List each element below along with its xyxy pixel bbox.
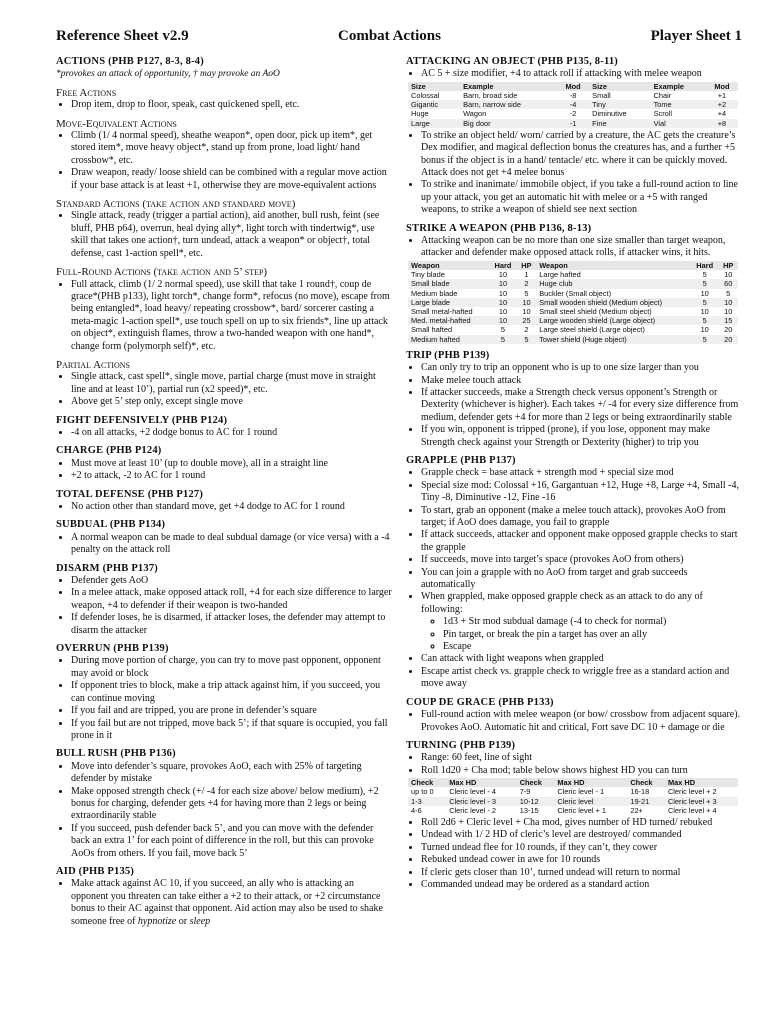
list-item: • To strike and inanimate/ immobile object, if you take a full-round action to line up your attack, you get an automatic hit with melee or a +5 with ranged weapons, to strike a weapon of shield see next section [421, 179, 744, 216]
table-cell: Barn, narrow side [460, 100, 557, 109]
object-size-table [408, 82, 738, 128]
table-cell: Large blade [408, 298, 489, 307]
section-heading-turning: TURNING (PHB P139) [406, 739, 516, 751]
section-heading-overrun: OVERRUN (PHB P139) [56, 643, 169, 655]
table-cell: 60 [718, 279, 738, 288]
table-header: Weapon [408, 261, 489, 270]
turning-list [406, 752, 744, 777]
table-cell: Large hafted [539, 270, 581, 280]
table-row [408, 307, 738, 316]
aid-list [56, 878, 392, 928]
list-item: • -4 on all attacks, +2 dodge bonus to AC for 1 round [71, 427, 392, 439]
table-cell: 10-12 [517, 797, 555, 806]
table-cell: Cleric level - 4 [449, 787, 497, 797]
list-item: • Must move at least 10’ (up to double move), all in a straight line [71, 458, 392, 470]
table-cell: 13-15 [519, 805, 539, 815]
table-header: Hard [691, 261, 718, 270]
table-cell: Huge club [536, 279, 691, 288]
table-header: HP [517, 261, 537, 270]
list-item: • Full-round action with melee weapon (or bow/ crossbow from adjacent square). Provokes AoO. Automatic hit and critical, Fort save DC 10 + damage or die [421, 709, 744, 734]
table-row [408, 797, 738, 806]
list-item: • If you succeed, push defender back 5’, and you can move with the defender back an extra 1’ for each point of difference in the roll, but this can provoke AoOs from others. If you fail, move back 5’ [71, 823, 392, 860]
list-item: • Defender gets AoO [71, 575, 392, 587]
attacking-object-list-2 [406, 130, 744, 217]
table-cell: Medium hafted [408, 335, 489, 344]
table-cell: 2 [524, 325, 529, 335]
bull-rush-list [56, 761, 392, 860]
table-cell: 5 [524, 288, 529, 298]
list-item: • If succeeds, move into target’s space (provokes AoO from others) [421, 554, 744, 566]
list-item: • To start, grab an opponent (make a melee touch attack), provokes AoO from target; if AoO does damage, you fail to grapple [421, 505, 744, 530]
table-header: Check [627, 778, 665, 787]
table-cell: -4 [557, 100, 589, 109]
section-heading-move-equivalent: Move-Equivalent Actions [56, 117, 177, 130]
free-actions-list [56, 99, 392, 111]
move-equivalent-list [56, 130, 392, 192]
table-cell: 10 [517, 298, 537, 307]
sheet-title: Reference Sheet v2.9 [56, 28, 189, 44]
page-header [56, 28, 742, 48]
list-item: • Full attack, climb (1/ 2 normal speed), use skill that take 1 round†, coup de grace*(PHB p133), light torch*, change form*, refocus (no move), escape from being entangled*, load heavy/ repeating crossbow*, bard/ sorcerer casting a meta-magic 1-action spell*, use touch spell on up to six friends*, line up attack on object*, extinguish flames, throw a two-handed weapon with one hand*, change form (polymorph self)*, etc. [71, 279, 392, 353]
table-row [408, 91, 738, 100]
table-cell: 10 [498, 306, 508, 316]
table-cell: 5 [702, 270, 707, 280]
table-cell: -8 [569, 91, 577, 101]
table-cell: 25 [517, 316, 537, 325]
table-row [408, 335, 738, 344]
table-cell: 2 [517, 279, 537, 288]
table-cell: 10 [522, 306, 531, 316]
table-cell: Small wooden shield (Medium object) [536, 298, 691, 307]
table-cell: Small metal-hafted [411, 306, 473, 316]
table-cell: 5 [489, 335, 516, 344]
table-cell: Medium blade [411, 288, 458, 298]
table-cell: 19-21 [627, 797, 665, 806]
table-cell: Chair [653, 91, 672, 101]
table-cell: Tiny [589, 100, 650, 109]
table-header: Example [651, 82, 706, 91]
aid-text: Make attack against AC 10, if you succeed, an ally who is attacking an opponent you threaten can take either a +2 to their attack, or +2 circumstance bonus to their AC against that opponent. Aid action may also be used to shake someone free of [71, 878, 383, 927]
standard-actions-list [56, 210, 392, 260]
table-cell: Tome [651, 100, 706, 109]
table-cell: Wagon [463, 109, 487, 119]
list-item: • If cleric gets closer than 10’, turned undead will return to normal [421, 867, 744, 879]
table-row [408, 270, 738, 279]
table-header: HP [718, 261, 738, 270]
table-cell: -1 [557, 119, 589, 128]
list-item: • If you fail but are not tripped, move back 5’; if that square is occupied, you fall prone in it [71, 718, 392, 743]
table-cell: 16-18 [630, 787, 650, 797]
list-item: • Move into defender’s square, provokes AoO, each with 25% of targeting defender by mistake [71, 761, 392, 786]
table-cell: 20 [724, 325, 733, 335]
section-heading-total-defense: TOTAL DEFENSE (PHB P127) [56, 488, 204, 500]
table-row [408, 316, 738, 325]
list-item: • Special size mod: Colossal +16, Gargantuan +12, Huge +8, Large +4, Small -4, Tiny -8, Diminutive -12, Fine -16 [421, 480, 744, 505]
section-heading-aid: AID (PHB P135) [56, 865, 135, 877]
table-cell: Tower shield (Huge object) [536, 335, 691, 344]
table-cell: Small [592, 91, 611, 101]
list-item: • Make melee touch attack [421, 375, 744, 387]
list-item: • Rebuked undead cower in awe for 10 rounds [421, 854, 744, 866]
table-row [408, 806, 738, 815]
table-cell: Fine [589, 119, 650, 128]
table-cell: Buckler (Small object) [539, 288, 612, 298]
fight-defensively-list [56, 427, 392, 439]
table-cell: Cleric level + 1 [557, 805, 607, 815]
list-item: • Drop item, drop to floor, speak, cast quickened spell, etc. [71, 99, 392, 111]
table-cell: Small blade [408, 279, 489, 288]
list-item: • Roll 2d6 + Cleric level + Cha mod, gives number of HD turned/ rebuked [421, 817, 744, 829]
list-item: • If you fail and are tripped, you are prone in defender’s square [71, 705, 392, 717]
section-heading-grapple: GRAPPLE (PHB P137) [406, 454, 516, 466]
table-row [408, 279, 738, 288]
table-header: Max HD [665, 778, 738, 787]
table-cell: 5 [500, 325, 506, 335]
table-cell: 10 [700, 288, 709, 298]
coup-de-grace-list [406, 709, 744, 734]
table-header: Mod [706, 82, 738, 91]
grapple-list [406, 467, 744, 690]
table-cell: Cleric level [554, 797, 627, 806]
attacking-object-list [406, 68, 744, 80]
list-item: • Single attack, ready (trigger a partial action), aid another, bull rush, feint (see bluff, PHB p64), overrun, heal dying ally*, light torch with tindertwig*, use skill that takes one action†, turn undead, attack a weapon* or object†, total defense, cast 1-action spell*, etc. [71, 210, 392, 260]
list-item: • If opponent tries to block, make a trip attack against him, if you succeed, you can continue moving [71, 680, 392, 705]
list-item: • If defender loses, he is disarmed, if attacker loses, the defender may attempt to disarm the attacker [71, 612, 392, 637]
table-cell: Small hafted [411, 325, 453, 335]
table-cell: 10 [700, 325, 709, 335]
table-cell: Cleric level + 2 [667, 787, 717, 797]
table-cell: 5 [517, 335, 537, 344]
trip-list [406, 362, 744, 449]
table-cell: Tiny blade [411, 270, 445, 280]
table-cell: 5 [691, 335, 718, 344]
list-item: • +2 to attack, -2 to AC for 1 round [71, 470, 392, 482]
table-cell: 10 [700, 306, 709, 316]
aid-text-connector: or [176, 915, 190, 927]
section-heading-free-actions: Free Actions [56, 86, 117, 99]
list-item: • If attacker succeeds, make a Strength check versus opponent’s Strength or Dexterity (whichever is higher). Each takes +/ -4 for every size difference from medium, defender gets +4 for more than 2 legs or being extraordinarily stable [421, 387, 744, 424]
table-row [408, 109, 738, 118]
table-cell: 5 [726, 288, 731, 298]
table-cell: Colossal [411, 91, 440, 101]
list-item [71, 878, 392, 928]
table-cell: 15 [718, 316, 738, 325]
table-cell: 5 [691, 298, 718, 307]
list-item: • Roll 1d20 + Cha mod; table below shows highest HD you can turn [421, 765, 744, 777]
list-item: • No action other than standard move, get +4 dodge to AC for 1 round [71, 501, 392, 513]
section-heading-disarm: DISARM (PHB P137) [56, 562, 158, 574]
list-item: • Can only try to trip an opponent who is up to one size larger than you [421, 362, 744, 374]
list-item: • In a melee attack, make opposed attack roll, +4 for each size difference to larger weapon, +4 to defender if their weapon is two-handed [71, 587, 392, 612]
list-item [421, 591, 744, 653]
list-item: • Can attack with light weapons when grappled [421, 653, 744, 665]
table-cell: Vial [651, 119, 706, 128]
section-heading-full-round-actions: Full-Round Actions (take action and 5’ step) [56, 266, 268, 279]
spell-name-hypnotize: hypnotize [137, 915, 177, 927]
left-column [56, 56, 392, 928]
table-cell: 10 [718, 298, 738, 307]
section-heading-coup-de-grace: COUP DE GRACE (PHB P133) [406, 696, 554, 708]
list-item: • Climb (1/ 4 normal speed), sheathe weapon*, open door, pick up item*, get stored item*, move heavy object*, stand up from prone, load light/ hand crossbow*, etc. [71, 130, 392, 167]
table-cell: Cleric level - 1 [557, 787, 605, 797]
table-header: Hard [489, 261, 516, 270]
table-cell: +8 [706, 119, 738, 128]
section-heading-subdual: SUBDUAL (PHB P134) [56, 519, 166, 531]
table-cell: 10 [498, 270, 508, 280]
table-cell: 1-3 [408, 797, 446, 806]
list-item: • Commanded undead may be ordered as a standard action [421, 879, 744, 891]
weapon-hardness-table [408, 261, 738, 344]
table-header: Size [408, 82, 460, 91]
list-item: • If attack succeeds, attacker and opponent make opposed grapple checks to start the grapple [421, 529, 744, 554]
table-header: Check [517, 778, 555, 787]
table-cell: Small steel shield (Medium object) [539, 306, 652, 316]
table-cell: Cleric level - 2 [449, 805, 497, 815]
list-item: • Grapple check = base attack + strength mod + special size mod [421, 467, 744, 479]
table-cell: 10 [489, 316, 516, 325]
section-heading-trip: TRIP (PHB P139) [406, 349, 490, 361]
turning-table [408, 778, 738, 815]
table-cell: 5 [691, 279, 718, 288]
list-item: • Turned undead flee for 10 rounds, if they can’t, they cower [421, 842, 744, 854]
list-item: • During move portion of charge, you can try to move past opponent, opponent may avoid or block [71, 655, 392, 680]
table-cell: Gigantic [408, 100, 460, 109]
table-cell: 10 [489, 279, 516, 288]
turning-list-2 [406, 817, 744, 891]
table-cell: 10 [498, 288, 508, 298]
table-cell: -2 [569, 109, 577, 119]
table-cell: 10 [489, 298, 516, 307]
table-header: Mod [557, 82, 589, 91]
right-column [406, 56, 744, 891]
list-item: • Attacking weapon can be no more than one size smaller than target weapon, attacker and defender make opposed attack rolls, if attacker wins, it hits. [421, 235, 744, 260]
sheet-number: Player Sheet 1 [650, 28, 742, 44]
list-item: • Draw weapon, ready/ loose shield can be combined with a regular move action if your base attack is at least +1, otherwise they are move-equivalent actions [71, 167, 392, 192]
table-cell: +1 [717, 91, 727, 101]
table-header: Example [460, 82, 557, 91]
list-item: • AC 5 + size modifier, +4 to attack roll if attacking with melee weapon [421, 68, 744, 80]
table-cell: up to 0 [411, 787, 434, 797]
full-round-actions-list [56, 279, 392, 353]
table-header: Max HD [446, 778, 517, 787]
table-cell: Cleric level - 3 [446, 797, 517, 806]
list-item: ◦ Pin target, or break the pin a target has over an ally [443, 629, 744, 641]
section-heading-attacking-object: ATTACKING AN OBJECT (PHB P135, 8-11) [406, 56, 618, 67]
table-row [408, 119, 738, 128]
table-cell: Huge [411, 109, 429, 119]
section-heading-bull-rush: BULL RUSH (PHB P136) [56, 748, 176, 760]
section-heading-standard-actions: Standard Actions (take action and standard move) [56, 198, 296, 211]
table-cell: 7-9 [519, 787, 531, 797]
section-heading-partial-actions: Partial Actions [56, 358, 130, 371]
grapple-options-list [421, 616, 744, 653]
total-defense-list [56, 501, 392, 513]
charge-list [56, 458, 392, 483]
table-row [408, 787, 738, 796]
section-heading-fight-defensively: FIGHT DEFENSIVELY (PHB P124) [56, 414, 228, 426]
strike-weapon-list [406, 235, 744, 260]
table-cell: Barn, broad side [463, 91, 518, 101]
overrun-list [56, 655, 392, 742]
list-item: • Make opposed strength check (+/ -4 for each size above/ below medium), +2 bonus for charging, defender gets +4 for having more than 2 legs or being extraordinarily stable [71, 786, 392, 823]
list-item: • Escape artist check vs. grapple check to wriggle free as a standard action and move away [421, 666, 744, 691]
table-cell: Big door [460, 119, 557, 128]
table-row [408, 298, 738, 307]
list-item: • Range: 60 feet, line of sight [421, 752, 744, 764]
table-cell: +4 [717, 109, 727, 119]
table-row [408, 289, 738, 298]
table-cell: Large [408, 119, 460, 128]
list-item: ◦ 1d3 + Str mod subdual damage (-4 to check for normal) [443, 616, 744, 628]
list-item: • To strike an object held/ worn/ carried by a creature, the AC gets the creature’s Dex modifier, and magical deflection bonus the creatures has, and a further +5 bonus if the object is in a hand/ tentacle/ etc. where it can be quickly moved. Attack does not get +4 melee bonus [421, 130, 744, 180]
table-cell: Cleric level + 3 [665, 797, 738, 806]
section-heading-charge: CHARGE (PHB P124) [56, 445, 162, 457]
table-cell: Large wooden shield (Large object) [536, 316, 691, 325]
list-item: • A normal weapon can be made to deal subdual damage (or vice versa) with a -4 penalty on the attack roll [71, 532, 392, 557]
sheet-topic: Combat Actions [338, 28, 441, 44]
section-heading-actions: ACTIONS (PHB P127, 8-3, 8-4) [56, 56, 204, 67]
list-item: • You can join a grapple with no AoO from target and grab succeeds automatically [421, 567, 744, 592]
list-item: • Single attack, cast spell*, single move, partial charge (must move in straight line and at least 10’), partial run (x2 speed)*, etc. [71, 371, 392, 396]
table-cell: 1 [524, 270, 529, 280]
table-header: Check [408, 778, 446, 787]
table-cell: Scroll [653, 109, 673, 119]
table-row [408, 325, 738, 334]
disarm-list [56, 575, 392, 637]
table-cell: 5 [691, 316, 718, 325]
partial-actions-list [56, 371, 392, 408]
table-cell: Med. metal-hafted [408, 316, 489, 325]
spell-name-sleep: sleep [189, 915, 211, 927]
list-item: • Undead with 1/ 2 HD of cleric’s level are destroyed/ commanded [421, 829, 744, 841]
table-header: Size [589, 82, 650, 91]
table-cell: Cleric level + 4 [667, 805, 717, 815]
table-row [408, 100, 738, 109]
table-cell: +2 [706, 100, 738, 109]
actions-legend: *provokes an attack of opportunity, † may provoke an AoO [56, 69, 280, 80]
table-cell: Large steel shield (Large object) [539, 325, 645, 335]
table-cell: 22+ [630, 805, 643, 815]
table-header: Max HD [554, 778, 627, 787]
list-item: • If you win, opponent is tripped (prone), if you lose, opponent may make Strength check against your Strength or Dexterity (higher) to trip you [421, 424, 744, 449]
table-cell: 10 [724, 270, 733, 280]
table-cell: 4-6 [411, 805, 422, 815]
grapple-options-intro: When grappled, make opposed grapple check as an attack to do any of following: [421, 591, 703, 615]
table-cell: 20 [718, 335, 738, 344]
section-heading-strike-weapon: STRIKE A WEAPON (PHB P136, 8-13) [406, 222, 592, 234]
subdual-list [56, 532, 392, 557]
list-item: • Above get 5’ step only, except single move [71, 396, 392, 408]
table-cell: 10 [724, 306, 733, 316]
list-item: ◦ Escape [443, 641, 744, 653]
table-header: Weapon [536, 261, 691, 270]
table-cell: Diminutive [592, 109, 627, 119]
